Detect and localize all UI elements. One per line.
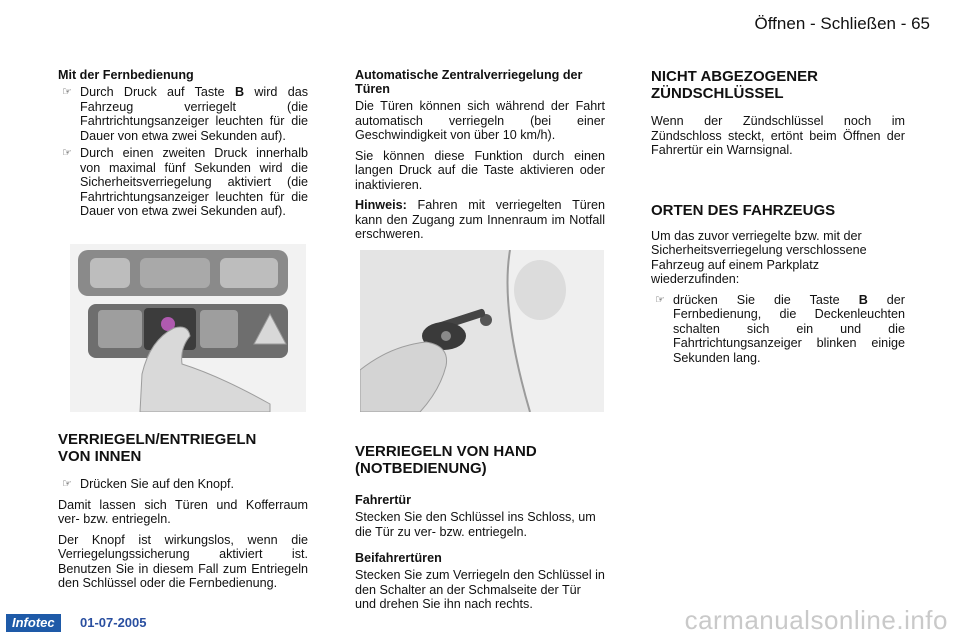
pointing-hand-icon: ☞: [62, 86, 72, 98]
central-locking-button-photo: [70, 244, 306, 412]
interior-paragraph-1: Damit lassen sich Türen und Kofferraum ver- bzw. entriegeln.: [58, 497, 308, 526]
button-b-label: B: [858, 292, 868, 307]
page-title: Öffnen - Schließen - 65: [754, 14, 930, 33]
hint-label: Hinweis:: [355, 198, 407, 212]
list-item: [58, 477, 308, 492]
column-right: [651, 68, 905, 371]
list-item-text: Durch einen zweiten Druck innerhalb von maximal fünf Sekunden wird die Sicherheitsverriegelung aktiviert (die Fahrtrichtungsanzeiger leuchten für die Dauer von etwa zwei Sekunden auf).: [80, 146, 308, 218]
ignition-key-text: Wenn der Zündschlüssel noch im Zündschloss steckt, ertönt beim Öffnen der Fahrertür ein Warnsignal.: [651, 114, 905, 157]
locate-vehicle-text: Um das zuvor verriegelte bzw. mit der Sicherheitsverriegelung verschlossene Fahrzeug auf einem Parkplatz wiederzufinden:: [651, 228, 867, 286]
door-key-photo: [360, 250, 604, 412]
interior-title-line-1: VERRIEGELN/ENTRIEGELN: [58, 431, 257, 448]
hint-paragraph: [355, 198, 605, 242]
locate-list: [651, 293, 905, 366]
list-item: [651, 293, 905, 366]
auto-lock-heading: Automatische Zentralverriegelung der Türen: [355, 68, 583, 96]
interior-section: [58, 431, 308, 597]
ignition-key-title: [651, 68, 905, 102]
column-middle: [355, 68, 605, 248]
auto-lock-paragraph-1: Die Türen können sich während der Fahrt automatisch verriegeln (bei einer Geschwindigkeit von über 10 km/h).: [355, 99, 605, 142]
ignition-key-title-line-1: NICHT ABGEZOGENER: [651, 68, 818, 85]
interior-paragraph-2: Der Knopf ist wirkungslos, wenn die Verriegelungssicherung aktiviert ist. Benutzen Sie in diesem Fall zum Entriegeln den Schlüssel oder die Fernbedienung.: [58, 532, 308, 590]
auto-lock-paragraph-2: Sie können diese Funktion durch einen langen Druck auf die Taste aktivieren oder inaktivieren.: [355, 148, 605, 192]
manual-title-line-1: VERRIEGELN VON HAND: [355, 443, 537, 460]
ignition-key-title-line-2: ZÜNDSCHLÜSSEL: [651, 85, 784, 102]
list-item-text: Durch Druck auf Taste: [80, 85, 235, 99]
remote-heading: Mit der Fernbedienung: [58, 68, 194, 82]
list-item: [58, 146, 308, 219]
manual-section: [355, 443, 605, 618]
pointing-hand-icon: ☞: [62, 478, 72, 490]
infotec-logo: Infotec: [6, 614, 61, 632]
interior-title: [58, 431, 308, 465]
list-item-text: wird das Fahrzeug verriegelt (die Fahrtrichtungsanzeiger leuchten für die Dauer von etwa zwei Sekunden auf).: [80, 85, 308, 143]
edition-date: 01-07-2005: [80, 615, 147, 630]
list-item-text: der Fernbedienung, die Deckenleuchten schalten sich ein und die Fahrtrichtungsanzeiger blinken einige Sekunden lang.: [673, 292, 905, 365]
pointing-hand-icon: ☞: [62, 147, 72, 159]
interior-list: [58, 477, 308, 492]
button-b-label: B: [234, 85, 245, 99]
locate-vehicle-title: ORTEN DES FAHRZEUGS: [651, 201, 836, 219]
interior-title-line-2: VON INNEN: [58, 448, 142, 465]
manual-title: [355, 443, 605, 477]
list-item-text: drücken Sie die Taste: [673, 292, 859, 307]
column-left: [58, 68, 308, 225]
pointing-hand-icon: ☞: [655, 293, 665, 306]
hint-text: Fahren mit verriegelten Türen kann den Zugang zum Innenraum im Notfall erschweren.: [355, 198, 605, 241]
passenger-door-text: Stecken Sie zum Verriegeln den Schlüssel in den Schalter an der Schmalseite der Tür und drehen Sie ihn nach rechts.: [355, 568, 605, 611]
list-item-text: Drücken Sie auf den Knopf.: [80, 477, 235, 491]
remote-list: [58, 85, 308, 219]
list-item: [58, 85, 308, 143]
passenger-door-heading: Beifahrertüren: [355, 551, 442, 565]
driver-door-text: Stecken Sie den Schlüssel ins Schloss, um die Tür zu ver- bzw. entriegeln.: [355, 510, 596, 539]
watermark: carmanualsonline.info: [684, 605, 948, 635]
manual-title-line-2: (NOTBEDIENUNG): [355, 460, 487, 477]
driver-door-heading: Fahrertür: [355, 493, 411, 507]
